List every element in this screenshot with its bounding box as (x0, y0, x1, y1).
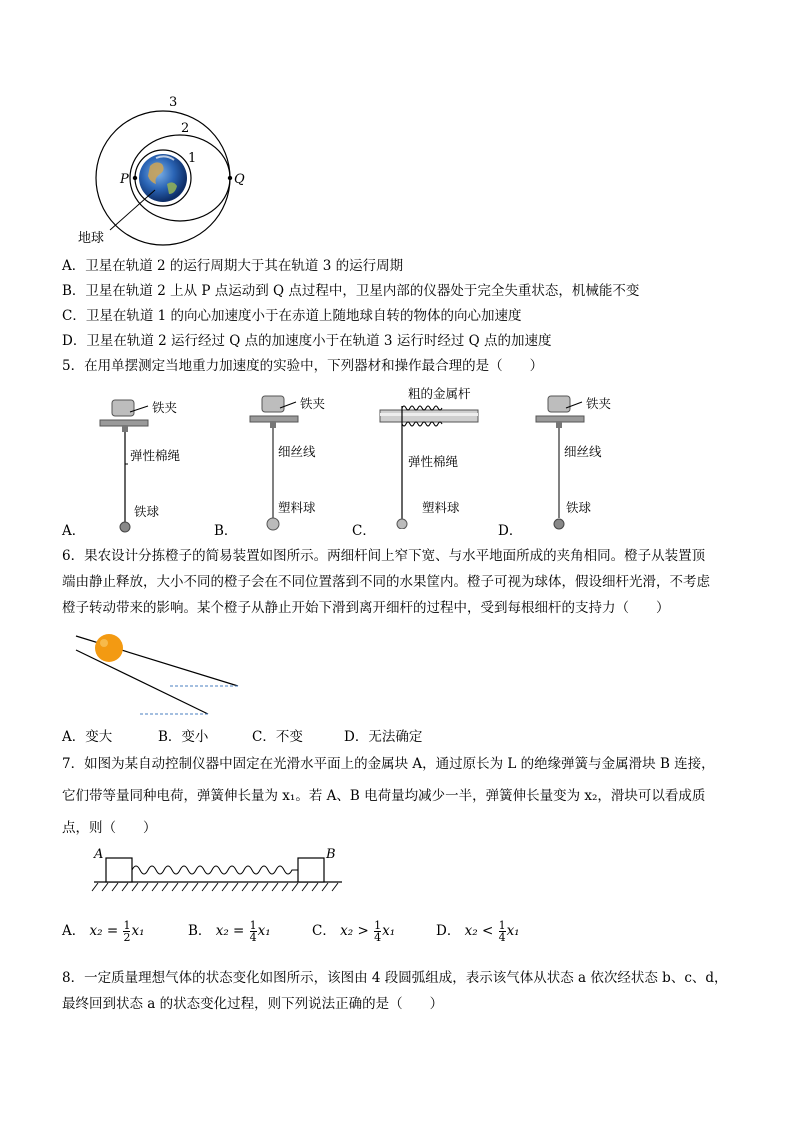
q5c-string-label: 弹性棉绳 (408, 454, 459, 469)
orbit-3-label: 3 (169, 95, 178, 110)
q5d-string-label: 细丝线 (564, 444, 602, 459)
orange-image (95, 634, 123, 662)
q5-figure-a (96, 390, 206, 535)
q4-option-a: A．卫星在轨道 2 的运行周期大于其在轨道 3 的运行周期 (62, 258, 404, 274)
q7-stem-line-3: 点，则（ ） (62, 820, 157, 836)
q6-stem-line-3: 橙子转动带来的影响。某个橙子从静止开始下滑到离开细杆的过程中，受到每根细杆的支持力（ ） (62, 600, 670, 616)
q5c-ball-label: 塑料球 (422, 500, 460, 515)
q7-option-a: A． x₂ = $\frac{1}{2}$ x₁ (62, 919, 145, 944)
block-b (298, 858, 324, 882)
point-p-dot (133, 176, 137, 180)
q4-option-b: B．卫星在轨道 2 上从 P 点运动到 Q 点过程中，卫星内部的仪器处于完全失重状态，机械能不变 (62, 283, 640, 299)
q4-option-c: C．卫星在轨道 1 的向心加速度小于在赤道上随地球自转的物体的向心加速度 (62, 308, 522, 324)
q6-option-d: D．无法确定 (344, 729, 423, 745)
block-a (106, 858, 132, 882)
q6-stem-line-1: 6．果农设计分拣橙子的简易装置如图所示。两细杆间上窄下宽、与水平地面所成的夹角相同。橙子从装置顶 (62, 548, 706, 564)
q5-figure-c (378, 384, 488, 529)
orbit-figure (70, 92, 270, 250)
q4-option-d: D．卫星在轨道 2 运行经过 Q 点的加速度小于在轨道 3 运行时经过 Q 点的加速度 (62, 333, 552, 349)
q5-figure-d (530, 388, 640, 533)
q8-stem-line-2: 最终回到状态 a 的状态变化过程，则下列说法正确的是（ ） (62, 996, 444, 1012)
q5a-ball-label: 铁球 (134, 504, 160, 519)
q7-option-b: B． x₂ = $\frac{1}{4}$ x₁ (188, 919, 271, 944)
q7-option-c: C． x₂ > $\frac{1}{4}$ x₁ (312, 919, 396, 944)
earth-image (139, 154, 187, 202)
spring (132, 866, 298, 874)
q6-option-b: B．变小 (158, 729, 209, 745)
q5d-top-label: 铁夹 (586, 396, 612, 411)
q6-option-c: C．不变 (252, 729, 303, 745)
q5b-string-label: 细丝线 (278, 444, 316, 459)
q5-option-c-letter: C． (352, 523, 376, 539)
q6-sorting-figure (70, 628, 250, 720)
block-b-label: B (326, 847, 336, 862)
q5-option-b-letter: B． (214, 523, 238, 539)
point-q-dot (228, 176, 232, 180)
orbit-1-label: 1 (188, 151, 197, 166)
q5-option-d-letter: D． (498, 523, 523, 539)
q7-spring-figure (90, 842, 350, 894)
q7-stem-line-1: 7．如图为某自动控制仪器中固定在光滑水平面上的金属块 A，通过原长为 L 的绝缘弹簧与金属滑块 B 连接， (62, 756, 715, 772)
q8-stem-line-1: 8．一定质量理想气体的状态变化如图所示，该图由 4 段圆弧组成，表示该气体从状态 a 依次经状态 b、c、d， (62, 970, 728, 986)
q5b-top-label: 铁夹 (300, 396, 326, 411)
q7-option-d: D． x₂ < $\frac{1}{4}$ x₁ (436, 919, 520, 944)
q5d-ball-label: 铁球 (566, 500, 592, 515)
q7-stem-line-2: 它们带等量同种电荷，弹簧伸长量为 x₁。若 A、B 电荷量均减少一半，弹簧伸长量变为 x₂，滑块可以看成质 (62, 788, 706, 804)
point-p-label: P (120, 172, 129, 187)
q5-stem: 5．在用单摆测定当地重力加速度的实验中，下列器材和操作最合理的是（ ） (62, 358, 544, 374)
q5-option-a-letter: A． (62, 523, 86, 539)
earth-label: 地球 (78, 231, 105, 246)
q5c-top-label: 粗的金属杆 (408, 386, 471, 401)
point-q-label: Q (234, 172, 245, 187)
orbit-2-label: 2 (181, 121, 190, 136)
q5a-top-label: 铁夹 (152, 400, 178, 415)
q5a-string-label: 弹性棉绳 (130, 448, 181, 463)
block-a-label: A (94, 847, 104, 862)
q5-figure-b (244, 388, 354, 533)
q5b-ball-label: 塑料球 (278, 500, 316, 515)
q6-option-a: A．变大 (62, 729, 113, 745)
q6-stem-line-2: 端由静止释放，大小不同的橙子会在不同位置落到不同的水果筐内。橙子可视为球体，假设细杆光滑，不考虑 (62, 574, 710, 590)
